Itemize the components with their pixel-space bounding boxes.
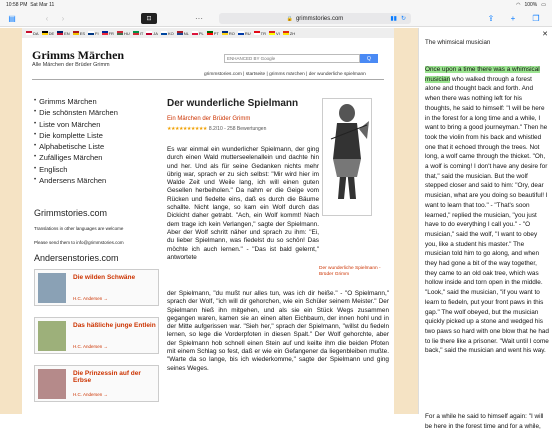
language-code[interactable]: HU xyxy=(123,30,130,36)
language-bar xyxy=(22,28,394,38)
flag-icon xyxy=(222,31,228,35)
close-icon[interactable]: ✕ xyxy=(542,31,548,38)
bullet-icon: • xyxy=(34,154,37,161)
flag-icon xyxy=(117,31,123,35)
status-bar xyxy=(0,0,552,10)
flag-icon xyxy=(57,31,63,35)
story-header xyxy=(167,98,317,132)
language-code[interactable]: ZH xyxy=(289,30,296,36)
language-code[interactable]: RO xyxy=(228,30,235,36)
language-code[interactable]: RU xyxy=(244,30,251,36)
language-code[interactable]: KO xyxy=(167,30,174,36)
language-link[interactable] xyxy=(238,31,251,36)
main-nav xyxy=(34,96,118,186)
flag-icon xyxy=(283,31,289,35)
bullet-icon: • xyxy=(34,143,37,150)
language-link[interactable] xyxy=(42,31,55,36)
language-link[interactable] xyxy=(161,31,174,36)
nav-item-label[interactable]: Grimms Märchen xyxy=(39,97,97,106)
language-link[interactable] xyxy=(88,31,99,36)
language-code[interactable]: NL xyxy=(183,30,189,36)
reload-icon[interactable]: ↻ xyxy=(400,16,406,22)
search-button[interactable]: Q xyxy=(360,54,378,63)
grimmstories-heading[interactable]: Grimmstories.com xyxy=(34,208,108,218)
search-input[interactable] xyxy=(224,54,360,63)
flag-icon xyxy=(146,31,152,35)
nav-item[interactable] xyxy=(34,164,118,175)
flag-icon xyxy=(254,31,260,35)
flag-icon xyxy=(88,31,94,35)
share-icon[interactable]: ⇪ xyxy=(487,14,495,23)
url-text: grimmstories.com xyxy=(295,15,344,22)
bullet-icon: • xyxy=(34,109,37,116)
nav-item-label[interactable]: Andersens Märchen xyxy=(39,176,107,186)
nav-item[interactable] xyxy=(34,107,118,118)
nav-item[interactable] xyxy=(34,141,118,152)
language-link[interactable] xyxy=(192,31,204,36)
flag-icon xyxy=(26,31,32,35)
battery-percent: 100% xyxy=(524,2,538,8)
language-code[interactable]: DE xyxy=(48,30,55,36)
language-code[interactable]: DA xyxy=(33,30,39,36)
browser-toolbar xyxy=(0,10,552,27)
language-code[interactable]: PL xyxy=(198,30,204,36)
story-text: Es war einmal ein wunderlicher Spielmann, der ging durch einen Wald mutterseelenallein und dachte hin und her. Und als für seine Gedanken nichts mehr übrig war, sprach er zu sich selbst: "Mir wird hier im Walde Zeit und Weile lang, ich will einen guten Gesellen herbeiholen." Da nahm er die Geige vom Rücken und fiedelte eins, daß es durch die Bäume schallte. Nicht lange, so kam ein Wolf durch das Dickicht daher getrabt. "Ach, ein Wolf kommt! Nach dem trage ich kein Verlangen," sagte der Spielmann. Aber der Wolf schritt näher und sprach zu ihm: "Ei, du lieber Spielmann, was fiedelst du so schön! Das möchte ich auch lernen." - "Das ist bald gelernt," antwortete xyxy=(167,146,319,261)
tab-group-icon[interactable]: ⊡ xyxy=(141,13,157,24)
story-text-continued: der Spielmann, "du mußt nur alles tun, was ich dir heiße." - "O Spielmann," sprach der Wolf, "ich will dir gehorchen, wie ein Schüler seinem Meister." Der Spielmann hieß ihn mitgehen, und als sie ein Stück Wegs zusammen gegangen waren, kamen sie an einen alten Eichbaum, der innen hohl und in der Mitte aufgerissen war. "Sieh her," sprach der Spielmann, "willst du fiedeln lernen, so lege die Vorderpfoten in diesen Spalt." Der Wolf gehorchte, aber der Spielmann hob schnell einen Stein auf und keilte ihm die beiden Pfoten mit einem Schlag so fest, daß er wie ein Gefangener da liegenbleiben mußte. "Warte da so lange, bis ich wiederkomme," sagte der Spielmann und ging seines Weges. xyxy=(167,290,389,372)
language-link[interactable] xyxy=(117,31,130,36)
language-code[interactable]: PT xyxy=(213,30,219,36)
more-icon[interactable]: ··· xyxy=(195,14,203,23)
reader-body: who walked through a forest alone and thought back and forth. And when there was nothing left for his thoughts, he said to himself: "I will be here in the forest for a long time and a while, I want to bring a good journeyman." Then he took the violin from his back and whistled one that it echoed through the trees. Not long, a wolf came through the thicket. "Oh, a wolf is coming! I don't have any desire for that," said the musician. But the wolf stepped closer and said to him: "Ory, dear musician, what are you doing so beautiful! I want to learn that too." - "That's soon learned," replied the musician, "you just have to do everything I call you." - "O musician," said the wolf, "I want to obey you, like a student his master." The musician told him to go along, and when they had gone a bit of the way together, they came to an old oak tree, which was hollow inside and torn open in the middle. "Look," said the musician, "if you want to learn to fiedeln, put your front paws in this gap." The wolf obeyed, but the musician quickly picked up a stone and wedged his two paws so hard with one blow that he had to lie there like a prisoner. "Wait until I come back," said the musician and went his way. xyxy=(425,75,549,355)
language-code[interactable]: EN xyxy=(64,30,70,36)
andersen-card[interactable] xyxy=(34,365,159,402)
reader-text xyxy=(425,65,549,356)
site-subtitle: Alle Märchen der Brüder Grimm xyxy=(32,62,110,68)
nav-item-label[interactable]: Alphabetische Liste xyxy=(39,142,105,152)
bullet-icon: • xyxy=(34,177,37,184)
listen-icon[interactable]: ▮▮ xyxy=(390,16,397,22)
nav-item-label[interactable]: Zufälliges Märchen xyxy=(39,153,103,163)
divider xyxy=(32,79,384,80)
nav-item[interactable] xyxy=(34,119,118,130)
reader-panel xyxy=(418,28,552,430)
language-link[interactable] xyxy=(269,31,280,36)
bullet-icon: • xyxy=(34,165,37,172)
rating-text: 8.2/10 - 258 Bewertungen xyxy=(208,126,267,132)
translations-note: Translations in other languages are welcome xyxy=(34,226,124,231)
site-header xyxy=(22,38,394,68)
new-tab-icon[interactable]: + xyxy=(510,14,516,23)
language-link[interactable] xyxy=(57,31,70,36)
card-title[interactable]: Das häßliche junge Entlein xyxy=(73,322,156,329)
nav-item[interactable] xyxy=(34,175,118,186)
reader-title: The whimsical musician xyxy=(425,39,491,46)
battery-icon: ▭ xyxy=(541,2,546,8)
tabs-overview-icon[interactable]: ❐ xyxy=(532,14,540,23)
story-illustration xyxy=(322,98,372,216)
language-link[interactable] xyxy=(133,31,144,36)
language-link[interactable] xyxy=(177,31,189,36)
nav-item[interactable] xyxy=(34,96,118,107)
story-thumbnail xyxy=(38,321,66,351)
flag-icon xyxy=(177,31,183,35)
flag-icon xyxy=(73,31,79,35)
card-author[interactable]: H.C. Andersen → xyxy=(73,392,109,397)
story-thumbnail xyxy=(38,273,66,303)
bullet-icon: • xyxy=(34,120,37,127)
story-thumbnail xyxy=(38,369,66,399)
bullet-icon: • xyxy=(34,98,37,104)
nav-item[interactable] xyxy=(34,152,118,163)
card-title[interactable]: Die Prinzessin auf der Erbse xyxy=(73,370,141,384)
highlighted-text: Once upon a time there was a whimsical musician xyxy=(425,66,540,83)
story-title: Der wunderliche Spielmann xyxy=(167,98,299,109)
card-author[interactable]: H.C. Andersen → xyxy=(73,344,109,349)
site-title[interactable]: Grimms Märchen xyxy=(32,48,125,62)
nav-item-label[interactable]: Die komplette Liste xyxy=(39,130,103,140)
andersenstories-heading[interactable]: Andersenstories.com xyxy=(34,253,119,263)
flag-icon xyxy=(269,31,275,35)
flag-icon xyxy=(161,31,167,35)
flag-icon xyxy=(238,31,244,35)
web-page xyxy=(0,28,418,414)
wifi-icon: ◠ xyxy=(516,2,521,8)
flag-icon xyxy=(102,31,108,35)
bullet-icon: • xyxy=(34,131,37,138)
story-rating xyxy=(167,126,317,132)
reader-paragraph-2: For a while he said to himself again: "I will be here in the forest time and for a while, xyxy=(425,413,544,430)
breadcrumb[interactable]: grimmstories.com | startseite | grimms märchen | der wunderliche spielmann xyxy=(204,72,366,77)
andersen-card[interactable] xyxy=(34,317,159,354)
language-code[interactable]: FI xyxy=(95,30,99,36)
flag-icon xyxy=(207,31,213,35)
language-link[interactable] xyxy=(146,31,158,36)
status-time: 10:58 PM xyxy=(6,2,28,8)
language-code[interactable]: VI xyxy=(276,30,280,36)
card-title[interactable]: Die wilden Schwäne xyxy=(73,274,136,281)
language-code[interactable]: JA xyxy=(153,30,158,36)
lock-icon: 🔒 xyxy=(286,15,293,22)
story-subtitle[interactable]: Ein Märchen der Brüder Grimm xyxy=(167,116,251,122)
language-code[interactable]: ES xyxy=(79,30,86,36)
address-bar[interactable] xyxy=(219,13,411,24)
sidebar-toggle-icon[interactable]: ▤ xyxy=(8,14,16,23)
rating-stars[interactable]: ★★★★★★★★★★ xyxy=(167,126,207,132)
language-link[interactable] xyxy=(26,31,39,36)
language-link[interactable] xyxy=(207,31,219,36)
back-icon[interactable]: ‹ xyxy=(45,14,49,23)
nav-item[interactable] xyxy=(34,130,118,141)
forward-icon[interactable]: › xyxy=(61,14,65,23)
language-code[interactable]: IT xyxy=(139,30,144,36)
flag-icon xyxy=(42,31,48,35)
illustration-caption: Der wunderliche Spielmann - Brüder Grimm xyxy=(319,266,381,277)
language-code[interactable]: TR xyxy=(260,30,267,36)
language-link[interactable] xyxy=(283,31,295,36)
language-code[interactable]: FR xyxy=(108,30,114,36)
page-content xyxy=(22,28,394,414)
nav-item-label[interactable]: Englisch xyxy=(39,164,68,174)
site-search xyxy=(224,54,378,63)
language-link[interactable] xyxy=(102,31,114,36)
language-link[interactable] xyxy=(73,31,85,36)
andersen-card[interactable] xyxy=(34,269,159,306)
nav-item-label[interactable]: Liste von Märchen xyxy=(39,119,101,129)
musician-illustration xyxy=(323,99,371,215)
language-link[interactable] xyxy=(222,31,235,36)
card-author[interactable]: H.C. Andersen → xyxy=(73,296,109,301)
language-link[interactable] xyxy=(254,31,266,36)
status-date: Sat Mar 11 xyxy=(30,2,55,8)
nav-item-label[interactable]: Die schönsten Märchen xyxy=(39,108,118,118)
send-note[interactable]: Please send them to info@grimmstories.com xyxy=(34,240,124,245)
flag-icon xyxy=(192,31,198,35)
flag-icon xyxy=(133,31,139,35)
